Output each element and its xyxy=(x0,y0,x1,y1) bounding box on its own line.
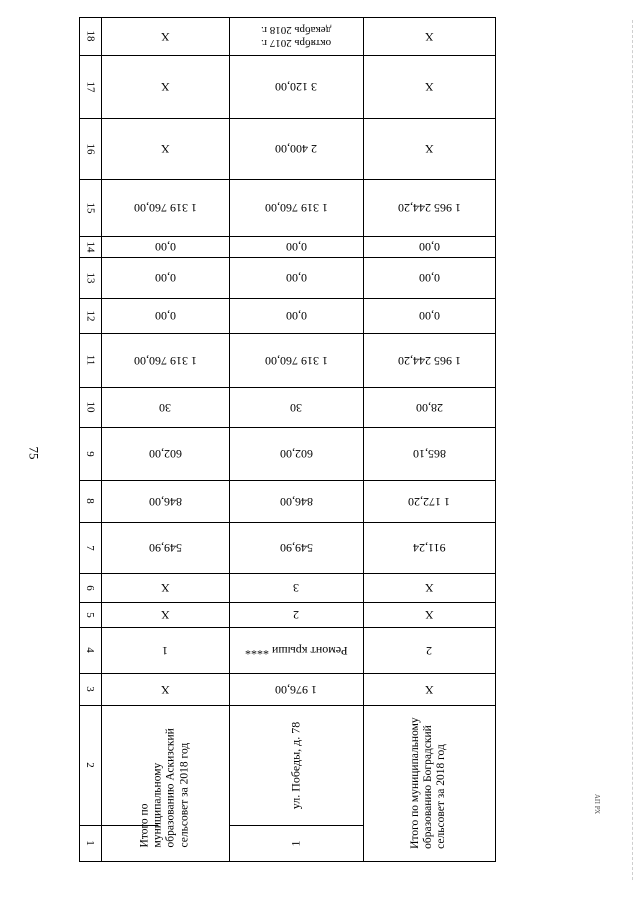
col-header-5: 5 xyxy=(84,611,96,618)
col-header-4: 4 xyxy=(84,647,96,653)
col-header-7: 7 xyxy=(84,544,96,551)
row3-c3: X xyxy=(424,682,434,697)
row2-c15: 1 319 760,00 xyxy=(264,201,328,215)
row2-c6: 3 xyxy=(293,581,299,595)
row2-c5: 2 xyxy=(293,608,299,622)
row3-c14: 0,00 xyxy=(418,240,440,254)
row1-c16: X xyxy=(160,142,170,156)
data-table xyxy=(79,17,496,862)
row3-c11: 1 965 244,20 xyxy=(397,353,461,368)
row2-c18-end: декабрь 2018 г. xyxy=(260,24,332,36)
row2-number: 1 xyxy=(288,840,303,846)
row1-c3: X xyxy=(160,682,170,697)
row2-c3: 1 976,00 xyxy=(275,682,317,697)
col-header-15: 15 xyxy=(84,202,96,213)
col-header-18: 18 xyxy=(84,30,96,42)
row3-c12: 0,00 xyxy=(418,309,440,323)
row3-c6: X xyxy=(424,581,434,595)
row2-c4-work-type: Ремонт крыши **** xyxy=(244,643,348,658)
row2-c12: 0,00 xyxy=(285,309,307,323)
row2-c9: 602,00 xyxy=(279,447,313,461)
row1-c7: 549,90 xyxy=(148,541,182,555)
col-header-6: 6 xyxy=(84,584,96,591)
col-header-16: 16 xyxy=(84,143,96,154)
row1-c11: 1 319 760,00 xyxy=(133,353,197,368)
row1-c9: 602,00 xyxy=(148,447,182,461)
row2-c16: 2 400,00 xyxy=(275,142,317,156)
row3-c16: X xyxy=(424,142,434,156)
row1-c4: 1 xyxy=(162,643,168,658)
row1-c12: 0,00 xyxy=(154,309,176,323)
row2-c13: 0,00 xyxy=(285,271,307,285)
row3-c4: 2 xyxy=(426,643,432,658)
row2-c10: 30 xyxy=(290,400,302,415)
row3-c10: 28,00 xyxy=(415,400,443,415)
archive-code: АП РХ xyxy=(593,793,602,815)
row2-c8: 846,00 xyxy=(279,494,313,509)
row3-c18: X xyxy=(424,29,434,44)
col-header-13: 13 xyxy=(84,272,96,283)
col-header-8: 8 xyxy=(84,498,96,504)
col-header-11: 11 xyxy=(84,354,96,366)
row1-c6: X xyxy=(160,581,170,595)
row3-c5: X xyxy=(424,608,434,622)
row2-c7: 549,90 xyxy=(279,541,313,555)
row1-c8: 846,00 xyxy=(148,494,182,509)
row3-label: Итого по муниципальному образованию Боградский сельсовет за 2018 год xyxy=(409,717,448,849)
row1-c17: X xyxy=(160,80,170,94)
col-header-12: 12 xyxy=(84,310,96,321)
row3-c13: 0,00 xyxy=(418,271,440,285)
row3-c15: 1 965 244,20 xyxy=(397,201,461,215)
row1-c14: 0,00 xyxy=(154,240,176,254)
row2-address: ул. Победы, д. 78 xyxy=(288,721,303,809)
col-header-1: 1 xyxy=(84,840,96,846)
col-header-14: 14 xyxy=(84,241,96,252)
col-header-3: 3 xyxy=(84,686,96,692)
col-header-17: 17 xyxy=(84,81,96,92)
row3-c17: X xyxy=(424,80,434,94)
row2-c11: 1 319 760,00 xyxy=(264,353,328,368)
row3-c9: 865,10 xyxy=(412,447,446,461)
row1-c15: 1 319 760,00 xyxy=(133,201,197,215)
row2-c17: 3 120,00 xyxy=(275,80,317,94)
row1-label: Итого по муниципальному образованию Аскизский сельсовет за 2018 год xyxy=(138,727,191,847)
row3-c7: 911,24 xyxy=(412,541,446,555)
row1-c5: X xyxy=(160,608,170,622)
row3-c8: 1 172,20 xyxy=(408,494,450,509)
row1-c10: 30 xyxy=(159,400,171,415)
col-header-2: 2 xyxy=(84,762,96,768)
row2-c18-start: октябрь 2017 г. xyxy=(260,37,332,49)
row1-c13: 0,00 xyxy=(154,271,176,285)
scan-edge-line xyxy=(632,20,634,880)
col-header-10: 10 xyxy=(84,401,96,413)
row2-c14: 0,00 xyxy=(285,240,307,254)
page-number: 75 xyxy=(26,446,42,460)
row1-c18: X xyxy=(160,29,170,44)
col-header-9: 9 xyxy=(84,450,96,457)
